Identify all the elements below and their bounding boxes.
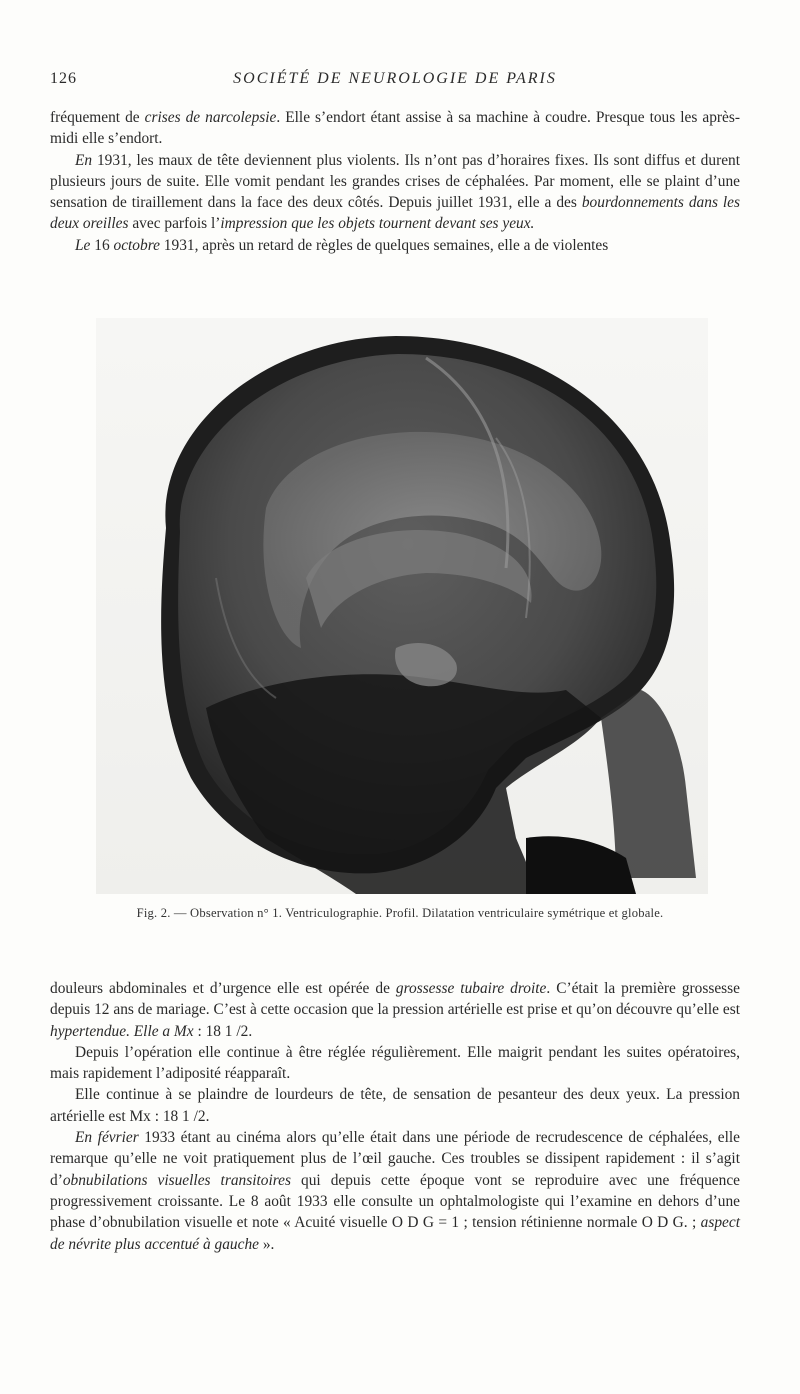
italic-run: hypertendue. Elle a Mx: [50, 1022, 194, 1040]
text-run: ».: [258, 1235, 275, 1253]
italic-run: aspect de névrite plus accentué à gauche: [50, 1214, 740, 1253]
text-run: fréquement de: [50, 109, 145, 126]
italic-run: En: [75, 151, 93, 169]
figure-caption: Fig. 2. — Observation n° 1. Ventriculographie. Profil. Dilatation ventriculaire symétrique et globale.: [136, 906, 664, 920]
ventriculography-figure: [96, 318, 708, 894]
italic-run: bourdonnements dans les deux oreilles: [50, 194, 740, 233]
italic-run: grossesse tubaire droite: [395, 980, 547, 997]
text-run: qui depuis cette époque vont se reproduire avec une fréquence progressivement croissante. Le 8 août 1933 elle consulte un ophtalmologiste qui l’examine en dehors d’une phase d’obnubilation visuelle et note « Acuité visuelle O D G = 1 ; tension rétinienne normale O D G. ;: [50, 1171, 740, 1232]
italic-run: obnubilations visuelles transitoires: [62, 1171, 291, 1189]
italic-run: En février: [75, 1129, 139, 1147]
xray-skull-image: [96, 318, 708, 894]
text-run: 1931, après un retard de règles de quelques semaines, elle a de violentes: [159, 236, 609, 254]
text-run: 1933 étant au cinéma alors qu’elle était dans une période de recrudescence de céphalées, elle remarque qu’elle ne voit pratiquement plus de l’œil gauche. Ces troubles se dissipent rapidement : il s’agit d’: [50, 1129, 740, 1189]
text-run: : 18 1 /2.: [193, 1022, 253, 1040]
text-block-bottom: [50, 978, 740, 1255]
italic-run: Le: [75, 236, 91, 254]
paragraph: Depuis l’opération elle continue à être réglée régulièrement. Elle maigrit pendant les suites opératoires, mais rapidement l’adiposité réapparaît.: [50, 1043, 740, 1083]
paragraph: Elle continue à se plaindre de lourdeurs de tête, de sensation de pesanteur des deux yeux. La pression artérielle est Mx : 18 1 /2.: [50, 1086, 740, 1125]
paragraph: [50, 978, 740, 1042]
text-run: . C’était la première grossesse depuis 12 ans de mariage. C’est à cette occasion que la pression artérielle est prise et qu’on découvre qu’elle est: [50, 980, 740, 1019]
italic-run: impression que les objets tournent devant ses yeux.: [220, 215, 535, 233]
text-run: 16: [90, 236, 114, 254]
text-run: 1931, les maux de tête deviennent plus violents. Ils n’ont pas d’horaires fixes. Ils sont diffus et durent plusieurs jours de suite. Elle vomit pendant les grandes crises de céphalées. Par moment, elle se plaint d’une sensation de tiraillement dans la face des deux côtés. Depuis juillet 1931, elle a des: [50, 151, 740, 212]
text-run: douleurs abdominales et d’urgence elle est opérée de: [50, 980, 396, 997]
text-run: avec parfois l’: [128, 215, 221, 233]
paragraph: [50, 150, 740, 235]
page-number: 126: [50, 70, 77, 87]
italic-run: octobre: [113, 236, 160, 254]
text-run: . Elle s’endort étant assise à sa machine à coudre. Presque tous les après-midi elle s’endort.: [50, 109, 740, 148]
journal-title: SOCIÉTÉ DE NEUROLOGIE DE PARIS: [233, 70, 557, 87]
text-block-top: [50, 107, 740, 256]
paragraph: [50, 1127, 740, 1255]
italic-run: crises de narcolepsie: [144, 109, 277, 126]
paragraph: [50, 107, 740, 150]
paragraph: [50, 235, 740, 256]
running-head: [50, 70, 740, 96]
